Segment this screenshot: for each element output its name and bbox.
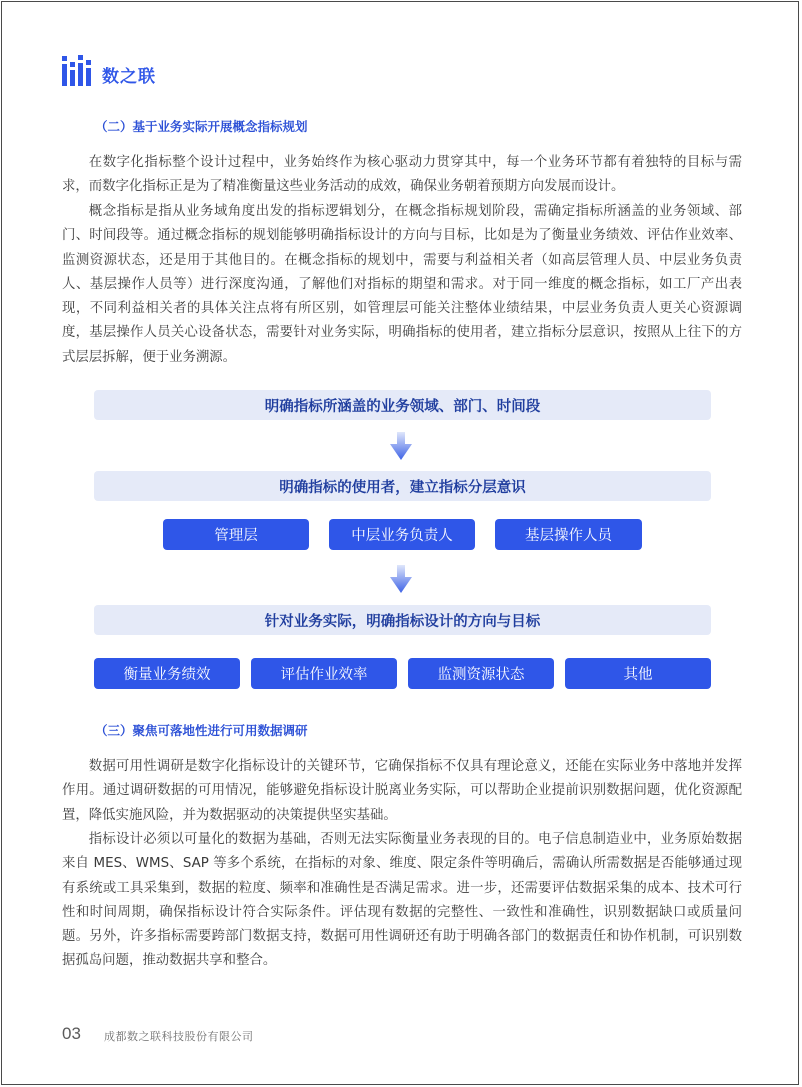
diagram-step-scope: 明确指标所涵盖的业务领域、部门、时间段 xyxy=(94,390,711,420)
paragraph: 概念指标是指从业务域角度出发的指标逻辑划分，在概念指标规划阶段，需确定指标所涵盖的业务领域、部门、时间段等。通过概念指标的规划能够明确指标设计的方向与目标，比如是为了衡量业务绩效、评估作业效率、监测资源状态，还是用于其他目的。在概念指标的规划中，需要与利益相关者（如高层管理人员、中层业务负责人、基层操作人员等）进行深度沟通，了解他们对指标的期望和需求。对于同一维度的概念指标，如工厂产出表现，不同利益相关者的具体关注点将有所区别，如管理层可能关注整体业绩结果，中层业务负责人更关心资源调度，基层操作人员关心设备状态，需要针对业务实际，明确指标的使用者，建立指标分层意识，按照从上往下的方式层层拆解，便于业务溯源。 xyxy=(62,204,742,365)
arrow-down-icon xyxy=(390,432,412,460)
paragraph: 指标设计必须以可量化的数据为基础，否则无法实际衡量业务表现的目的。电子信息制造业中，业务原始数据来自 MES、WMS、SAP 等多个系统，在指标的对象、维度、限定条件等明确后，需确认所需数据是否能够通过现有系统或工具采集到，数据的粒度、频率和准确性是否满足需求。进一步，还需要评估数据采集的成本、技术可行性和时间周期，确保指标设计符合实际条件。评估现有数据的完整性、一致性和准确性，识别数据缺口或质量问题。另外，许多指标需要跨部门数据支持，数据可用性调研还有助于明确各部门的数据责任和协作机制，可识别数据孤岛问题，推动数据共享和整合。 xyxy=(62,832,742,969)
user-chip-frontline: 基层操作人员 xyxy=(495,519,642,550)
goal-chip-performance: 衡量业务绩效 xyxy=(94,658,240,689)
arrow-down-icon xyxy=(390,565,412,593)
user-chip-management: 管理层 xyxy=(163,519,309,550)
paragraph: 在数字化指标整个设计过程中，业务始终作为核心驱动力贯穿其中，每一个业务环节都有着独特的目标与需求，而数字化指标正是为了精准衡量这些业务活动的成效，确保业务朝着预期方向发展而设计。 xyxy=(62,155,742,195)
brand-name: 数之联 xyxy=(102,67,156,87)
brand-logo-icon xyxy=(60,52,100,92)
diagram-step-users: 明确指标的使用者，建立指标分层意识 xyxy=(94,471,711,501)
section-heading: （二）基于业务实际开展概念指标规划 xyxy=(95,119,308,134)
goal-chip-other: 其他 xyxy=(565,658,711,689)
paragraph: 数据可用性调研是数字化指标设计的关键环节，它确保指标不仅具有理论意义，还能在实际业务中落地并发挥作用。通过调研数据的可用情况，能够避免指标设计脱离业务实际，可以帮助企业提前识别数据问题，优化资源配置，降低实施风险，并为数据驱动的决策提供坚实基础。 xyxy=(62,759,742,823)
user-chip-middle: 中层业务负责人 xyxy=(329,519,475,550)
footer-company: 成都数之联科技股份有限公司 xyxy=(104,1030,254,1043)
section-heading: （三）聚焦可落地性进行可用数据调研 xyxy=(95,723,308,738)
page-number: 03 xyxy=(62,1024,81,1043)
goal-chip-efficiency: 评估作业效率 xyxy=(251,658,397,689)
goal-chip-resources: 监测资源状态 xyxy=(408,658,554,689)
diagram-step-goals: 针对业务实际，明确指标设计的方向与目标 xyxy=(94,605,711,635)
